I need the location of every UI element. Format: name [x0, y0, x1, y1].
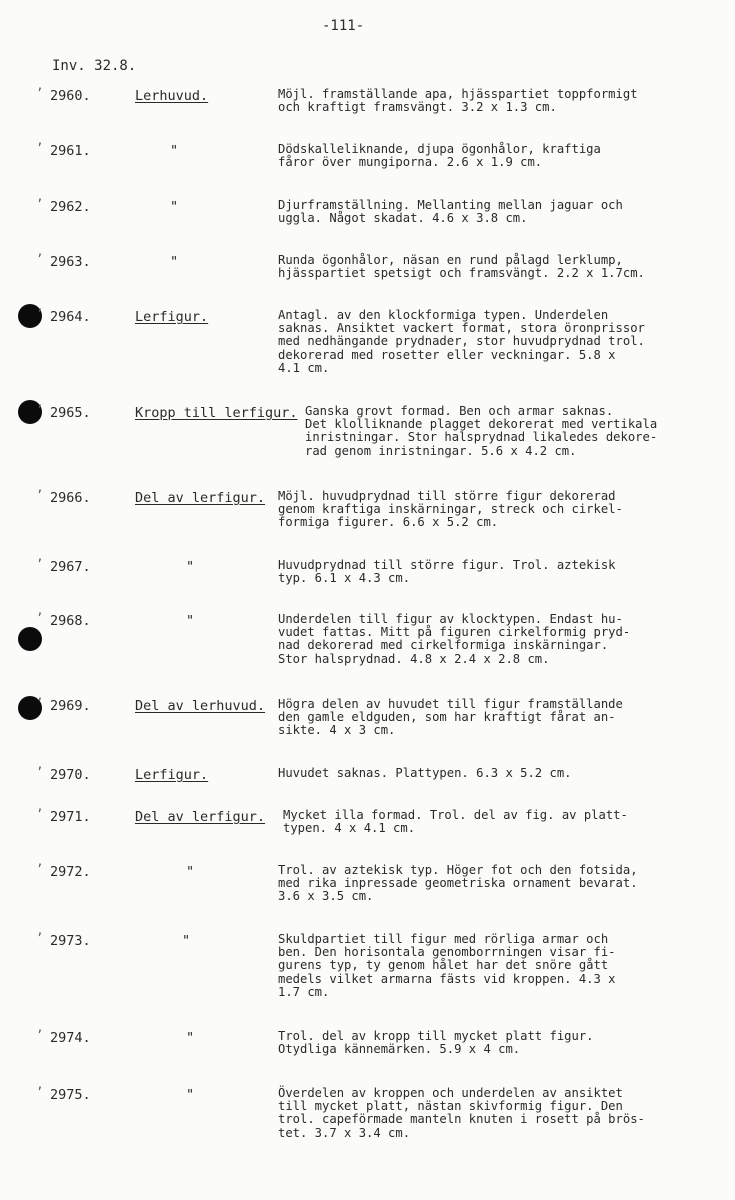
- entry-number: ’ 2972.: [50, 864, 91, 880]
- entry-number: ’ 2968.: [50, 613, 91, 629]
- entry-description: Mycket illa formad. Trol. del av fig. av platt- typen. 4 x 4.1 cm.: [283, 808, 628, 836]
- entry-description: Underdelen till figur av klocktypen. Endast hu- vudet fattas. Mitt på figuren cirkelformig pryd- nad dekorerad med cirkelformiga inskärningar. Stor halsprydnad. 4.8 x 2.4 x 2.8 cm.: [278, 612, 631, 666]
- entry-description: Huvudprydnad till större figur. Trol. aztekisk typ. 6.1 x 4.3 cm.: [278, 558, 616, 586]
- entry-number: ’ 2971.: [50, 809, 91, 825]
- entry-category-ditto: ": [182, 933, 191, 949]
- entry-number: ’ 2974.: [50, 1030, 91, 1046]
- entry-description: Dödskalleliknande, djupa ögonhålor, kraftiga fåror över mungiporna. 2.6 x 1.9 cm.: [278, 142, 601, 170]
- entry-number: ’ 2965.: [50, 405, 91, 421]
- entry-description: Runda ögonhålor, näsan en rund pålagd lerklump, hjässpartiet spetsigt och framsvängt. 2.2 x 1.7cm.: [278, 253, 645, 281]
- entry-description: Antagl. av den klockformiga typen. Underdelen saknas. Ansiktet vackert format, stora öronprissor med nedhängande prydnader, stor huvudprydnad trol. dekorerad med rosetter eller veckningar. 5.8 x 4.1 cm.: [278, 308, 645, 375]
- entry-number: ’ 2973.: [50, 933, 91, 949]
- entry-number: ’ 2970.: [50, 767, 91, 783]
- entry-number: ’ 2966.: [50, 490, 91, 506]
- entry-description: Högra delen av huvudet till figur framställande den gamle eldguden, som har kraftigt fårat an- sikte. 4 x 3 cm.: [278, 697, 623, 738]
- entry-category-ditto: ": [186, 864, 195, 880]
- inventory-label: Inv. 32.8.: [52, 58, 137, 74]
- entry-category: Del av lerfigur.: [135, 490, 266, 506]
- entry-description: Överdelen av kroppen och underdelen av ansiktet till mycket platt, nästan skivformig figur. Den trol. capeförmade manteln knuten i rosett på brös- tet. 3.7 x 3.4 cm.: [278, 1086, 645, 1140]
- entry-number: ’ 2975.: [50, 1087, 91, 1103]
- punch-hole: [18, 627, 42, 651]
- entry-number: ’ 2964.: [50, 309, 91, 325]
- entry-description: Ganska grovt formad. Ben och armar saknas. Det klolliknande plagget dekorerat med vertikala inristningar. Stor halsprydnad likaledes dekore- rad genom inristningar. 5.6 x 4.2 cm.: [305, 404, 658, 458]
- entry-category-ditto: ": [186, 559, 195, 575]
- entry-category-ditto: ": [170, 199, 179, 215]
- entry-number: ’ 2962.: [50, 199, 91, 215]
- entry-category-ditto: ": [186, 1087, 195, 1103]
- entry-description: Trol. av aztekisk typ. Höger fot och den fotsida, med rika inpressade geometriska ornament bevarat. 3.6 x 3.5 cm.: [278, 863, 638, 904]
- entry-category: Lerhuvud.: [135, 88, 209, 104]
- entry-number: ’ 2963.: [50, 254, 91, 270]
- entry-description: Möjl. huvudprydnad till större figur dekorerad genom kraftiga inskärningar, streck och cirkel- formiga figurer. 6.6 x 5.2 cm.: [278, 489, 623, 530]
- entry-description: Skuldpartiet till figur med rörliga armar och ben. Den horisontala genomborrningen visar fi- gurens typ, ty genom hålet har det snöre gått medels vilket armarna fästs vid kroppen. 4.3 x 1.7 cm.: [278, 932, 616, 999]
- entry-category: Lerfigur.: [135, 309, 209, 325]
- page-number: -111-: [322, 18, 365, 34]
- entry-category: Lerfigur.: [135, 767, 209, 783]
- entry-description: Möjl. framställande apa, hjässpartiet toppformigt och kraftigt framsvängt. 3.2 x 1.3 cm.: [278, 87, 638, 115]
- entry-description: Trol. del av kropp till mycket platt figur. Otydliga kännemärken. 5.9 x 4 cm.: [278, 1029, 594, 1057]
- entry-description: Huvudet saknas. Plattypen. 6.3 x 5.2 cm.: [278, 766, 572, 780]
- entry-number: ’ 2969.: [50, 698, 91, 714]
- entry-category: Kropp till lerfigur.: [135, 405, 298, 421]
- entry-number: ’ 2960.: [50, 88, 91, 104]
- entry-category: Del av lerhuvud.: [135, 698, 266, 714]
- entry-number: ’ 2967.: [50, 559, 91, 575]
- entry-category-ditto: ": [186, 613, 195, 629]
- entry-number: ’ 2961.: [50, 143, 91, 159]
- entry-category: Del av lerfigur.: [135, 809, 266, 825]
- entry-category-ditto: ": [170, 143, 179, 159]
- entry-description: Djurframställning. Mellanting mellan jaguar och uggla. Något skadat. 4.6 x 3.8 cm.: [278, 198, 623, 226]
- entry-category-ditto: ": [170, 254, 179, 270]
- entry-category-ditto: ": [186, 1030, 195, 1046]
